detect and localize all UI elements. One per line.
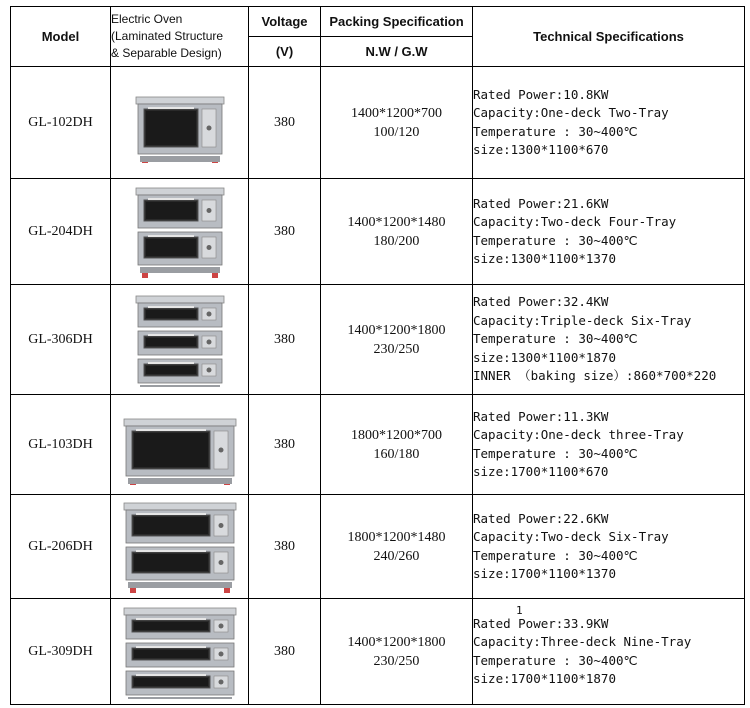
image-cell <box>111 285 249 395</box>
model-cell: GL-309DH <box>11 599 111 705</box>
spec-line: Capacity:Two-deck Six-Tray <box>473 529 669 544</box>
product-row <box>11 67 745 179</box>
oven-header-line-3: & Separable Design) <box>111 46 222 60</box>
oven-header <box>111 7 249 67</box>
spec-line: Temperature : 30~400℃ <box>473 232 638 248</box>
packing-cell <box>321 67 473 179</box>
packing-dims: 1400*1200*700 <box>351 105 442 121</box>
spec-line: Temperature : 30~400℃ <box>473 547 638 563</box>
spec-line: size:1700*1100*1370 <box>473 566 616 581</box>
spec-line: Capacity:One-deck three-Tray <box>473 427 684 442</box>
packing-dims: 1800*1200*700 <box>351 427 442 443</box>
product-row <box>11 285 745 395</box>
product-row <box>11 599 745 705</box>
oven-header-line-2: (Laminated Structure <box>111 29 224 43</box>
packing-dims: 1400*1200*1800 <box>347 322 446 338</box>
spec-line: size:1300*1100*1870 <box>473 349 616 365</box>
spec-line: Capacity:One-deck Two-Tray <box>473 105 669 120</box>
tech-cell <box>473 67 745 179</box>
voltage-cell: 380 <box>249 599 321 705</box>
spec-line: size:1700*1100*1870 <box>473 671 616 686</box>
packing-cell <box>321 285 473 395</box>
packing-sub-header: N.W / G.W <box>321 37 473 67</box>
voltage-cell: 380 <box>249 179 321 285</box>
spec-line: Temperature : 30~400℃ <box>473 331 638 347</box>
image-cell <box>111 395 249 495</box>
spec-line: Rated Power:11.3KW <box>473 408 609 424</box>
tech-cell <box>473 395 745 495</box>
oven-header-line-1: Electric Oven <box>111 12 183 26</box>
spec-line: Rated Power:21.6KW <box>473 195 609 211</box>
packing-weight: 180/200 <box>373 233 420 249</box>
voltage-cell: 380 <box>249 67 321 179</box>
model-header: Model <box>11 7 111 67</box>
oven-image <box>120 292 240 387</box>
model-cell: GL-306DH <box>11 285 111 395</box>
oven-image <box>120 499 240 594</box>
tech-cell <box>473 285 745 395</box>
packing-dims: 1400*1200*1480 <box>347 214 446 230</box>
spec-line: INNER （baking size）:860*700*220 <box>473 368 717 384</box>
tech-cell <box>473 179 745 285</box>
oven-image <box>120 83 240 163</box>
voltage-unit-header: (V) <box>249 37 321 67</box>
packing-weight: 230/250 <box>373 341 420 357</box>
product-row <box>11 179 745 285</box>
spec-line: Capacity:Triple-deck Six-Tray <box>473 312 692 328</box>
oven-image <box>120 405 240 485</box>
product-row <box>11 395 745 495</box>
image-cell <box>111 495 249 599</box>
voltage-header: Voltage <box>249 7 321 37</box>
header-row <box>11 7 745 37</box>
voltage-cell: 380 <box>249 395 321 495</box>
image-cell <box>111 179 249 285</box>
packing-cell <box>321 599 473 705</box>
spec-line: Rated Power:10.8KW <box>473 86 609 102</box>
footnote-mark: 1 <box>516 603 523 617</box>
spec-line: Temperature : 30~400℃ <box>473 445 638 461</box>
spec-line: Capacity:Two-deck Four-Tray <box>473 214 677 229</box>
tech-cell <box>473 599 745 705</box>
packing-header: Packing Specification <box>321 7 473 37</box>
image-cell <box>111 67 249 179</box>
product-row <box>11 495 745 599</box>
packing-weight: 240/260 <box>373 548 420 564</box>
oven-spec-table <box>10 6 745 705</box>
packing-weight: 100/120 <box>373 124 420 140</box>
packing-weight: 230/250 <box>373 653 420 669</box>
spec-line: Capacity:Three-deck Nine-Tray <box>473 634 692 649</box>
spec-line: Temperature : 30~400℃ <box>473 123 638 139</box>
tech-cell <box>473 495 745 599</box>
model-cell: GL-102DH <box>11 67 111 179</box>
spec-line: Rated Power:22.6KW <box>473 510 609 526</box>
image-cell <box>111 599 249 705</box>
spec-line: Rated Power:32.4KW <box>473 294 609 310</box>
model-cell: GL-103DH <box>11 395 111 495</box>
packing-cell <box>321 179 473 285</box>
voltage-cell: 380 <box>249 285 321 395</box>
oven-image <box>120 184 240 279</box>
spec-line: size:1700*1100*670 <box>473 464 609 479</box>
model-cell: GL-206DH <box>11 495 111 599</box>
packing-weight: 160/180 <box>373 446 420 462</box>
spec-line: size:1300*1100*670 <box>473 142 609 157</box>
packing-dims: 1400*1200*1800 <box>347 634 446 650</box>
packing-cell <box>321 495 473 599</box>
voltage-cell: 380 <box>249 495 321 599</box>
spec-line: Rated Power:33.9KW <box>473 615 609 631</box>
model-cell: GL-204DH <box>11 179 111 285</box>
packing-cell <box>321 395 473 495</box>
spec-line: Temperature : 30~400℃ <box>473 652 638 668</box>
technical-header: Technical Specifications <box>473 7 745 67</box>
oven-image <box>120 604 240 699</box>
packing-dims: 1800*1200*1480 <box>347 529 446 545</box>
spec-line: size:1300*1100*1370 <box>473 251 616 266</box>
